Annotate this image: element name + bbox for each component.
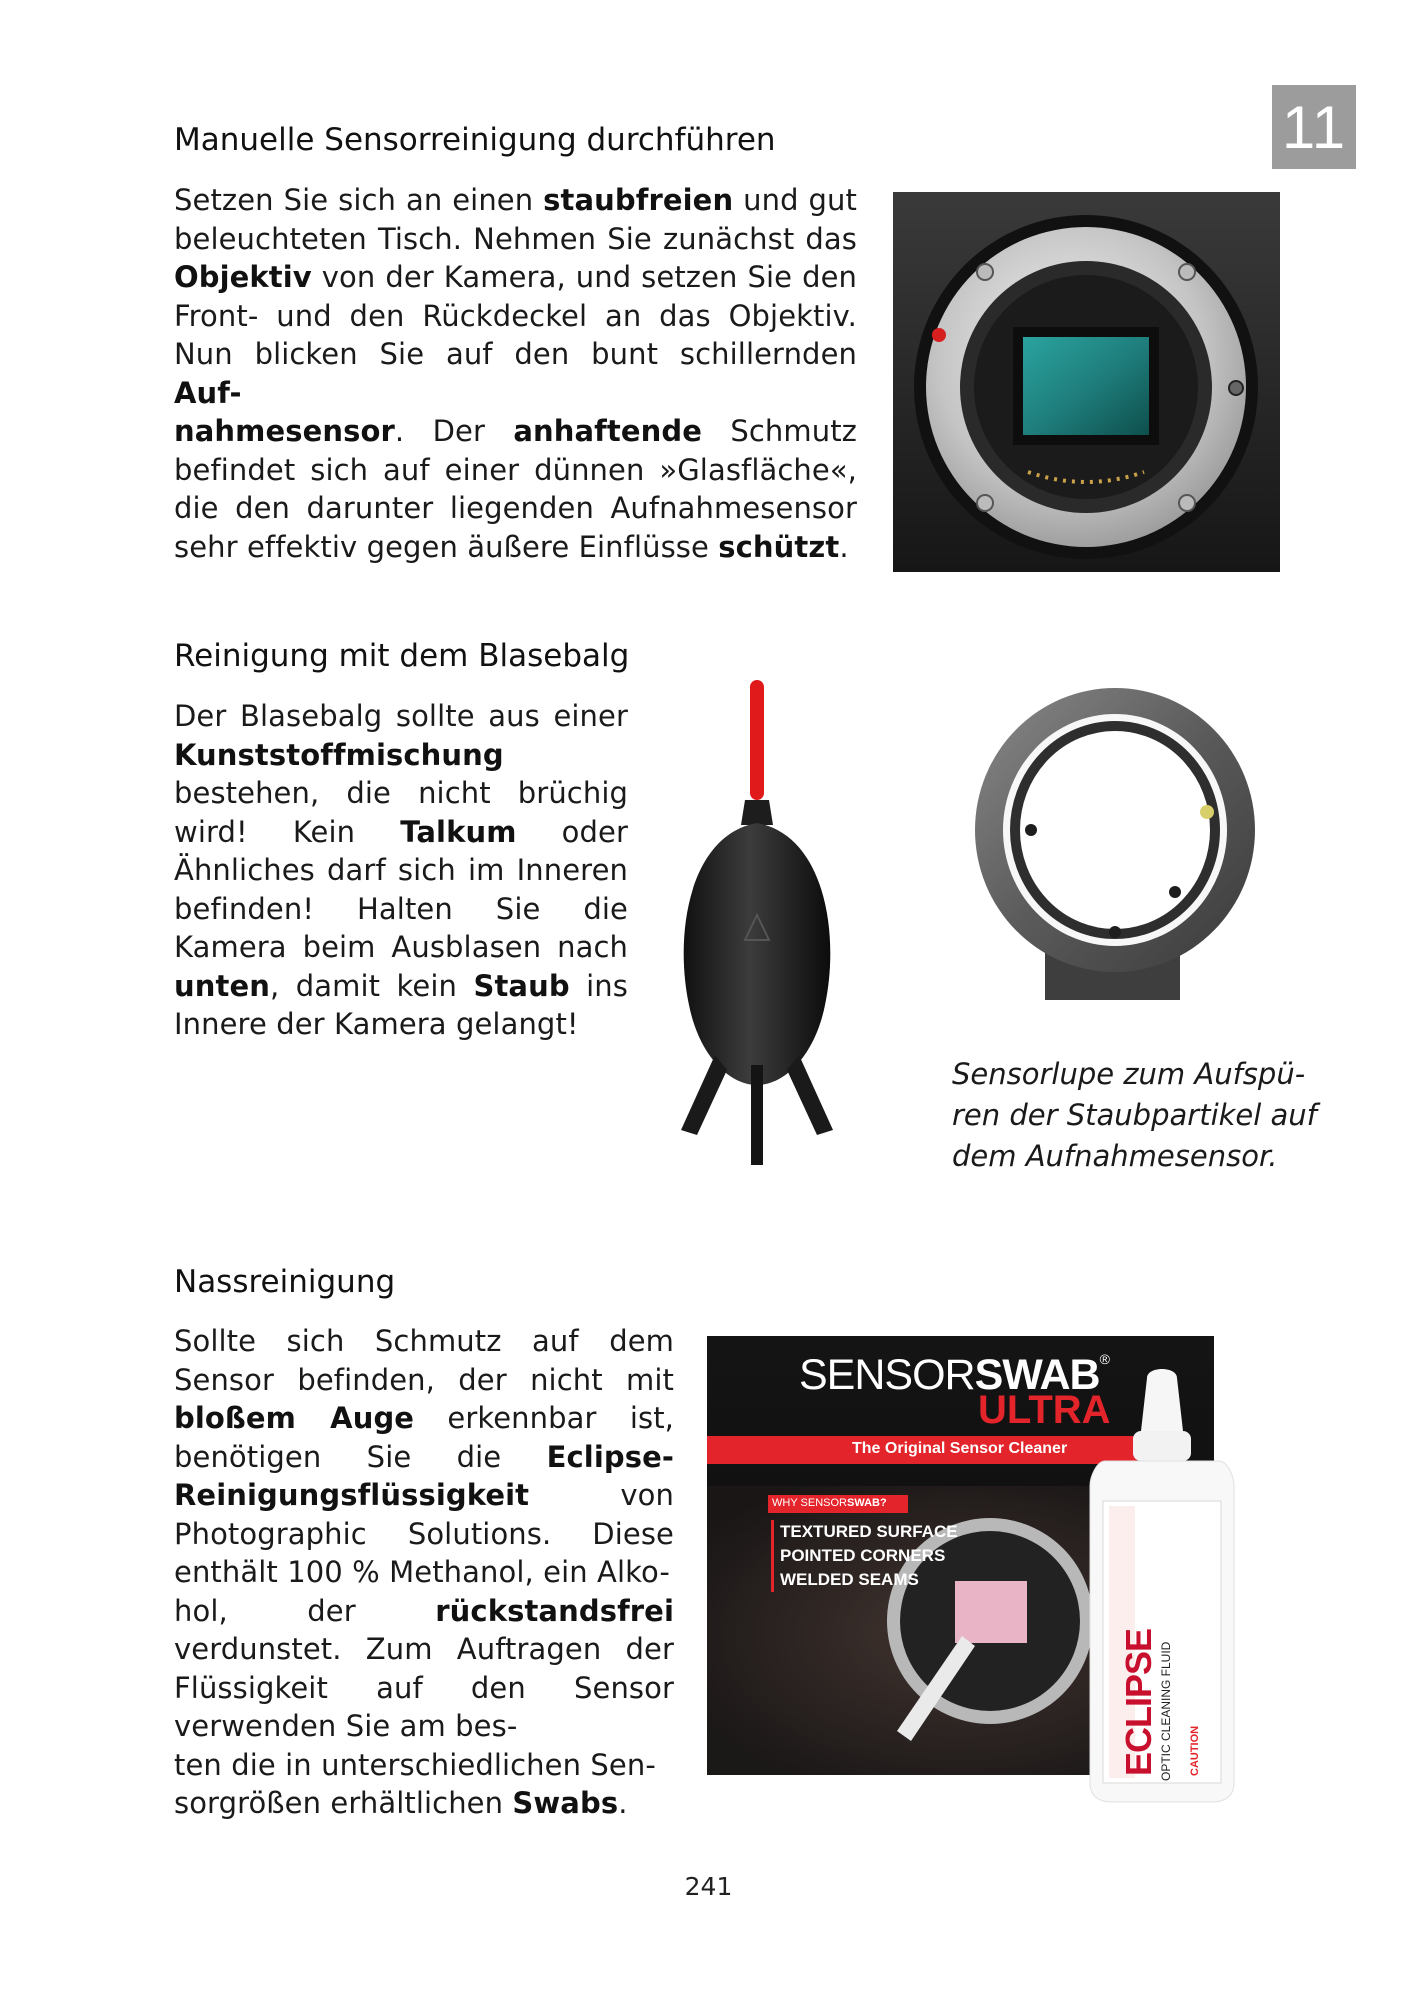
text-run: Sollte sich Schmutz auf dem Sensor befinden, der nicht mit xyxy=(174,1324,674,1397)
emphasized-text: Auf- xyxy=(174,375,242,410)
feature-item: WELDED SEAMS xyxy=(780,1570,919,1589)
sensorswab-eclipse-product-photo xyxy=(707,1336,1257,1806)
section-heading-manual-cleaning: Manuelle Sensorreinigung durchführen xyxy=(174,122,776,158)
text-run: bestehen, die nicht brüchig wird! Kein xyxy=(174,776,628,849)
text-run: Schmutz befindet sich auf einer dünnen »Glasfläche«, die den darunter liegenden Aufnahmesensor sehr effektiv gegen äußere Einflüsse xyxy=(174,414,857,564)
emphasized-text: Talkum xyxy=(400,814,517,849)
air-blower-photo xyxy=(675,675,845,1175)
emphasized-text: Kunststoffmischung xyxy=(174,737,504,772)
camera-sensor-photo xyxy=(893,192,1280,572)
why-text: WHY SENSOR xyxy=(772,1497,847,1509)
text-run: . xyxy=(839,529,849,564)
tagline: The Original Sensor Cleaner xyxy=(852,1440,1068,1457)
sensor-loupe-photo xyxy=(965,680,1260,1015)
text-run: und gut beleuchteten Tisch. Nehmen Sie zunächst das xyxy=(174,183,857,256)
ultra-label: ULTRA xyxy=(978,1388,1111,1432)
emphasized-text: Swabs xyxy=(512,1786,619,1820)
eclipse-bottle-label xyxy=(1118,1626,1158,1776)
text-run: . Der xyxy=(394,414,514,448)
feature-item: TEXTURED SURFACE xyxy=(780,1522,958,1541)
emphasized-text: nahmesensor xyxy=(174,414,395,448)
text-run: hol, der xyxy=(174,1593,436,1628)
text-run: , damit kein xyxy=(269,968,474,1003)
text-run: verdunstet. Zum Auftragen der Flüssigkeit auf den Sensor verwenden Sie am bes- xyxy=(174,1632,674,1743)
emphasized-text: Objektiv xyxy=(174,260,312,294)
caption-line: ren der Staubpartikel auf xyxy=(952,1098,1317,1132)
page-number: 241 xyxy=(684,1872,733,1901)
emphasized-text: schützt xyxy=(718,529,840,564)
chapter-number-tab: 11 xyxy=(1272,85,1356,169)
sensor-loupe-caption xyxy=(952,1054,1317,1177)
feature-item: POINTED CORNERS xyxy=(780,1546,946,1565)
text-run: erkennbar ist, benötigen Sie die xyxy=(174,1401,674,1474)
emphasized-text: Staub xyxy=(473,968,570,1003)
feature-list xyxy=(771,1520,958,1592)
why-sensorswab-badge xyxy=(772,1497,887,1509)
text-run: oder Ähnliches darf sich im Inneren befinden! Halten Sie die Kamera beim Ausblasen nach xyxy=(174,814,628,964)
emphasized-text: unten xyxy=(174,968,270,1003)
text-run: von der Kamera, und setzen Sie den Front- und den Rückdeckel an das Objektiv. Nun blicken Sie auf den bunt schillernden xyxy=(174,260,857,371)
text-run: . xyxy=(618,1786,628,1820)
sensorswab-logo-part: SENSOR xyxy=(799,1351,975,1399)
why-text-bold: SWAB? xyxy=(846,1497,887,1509)
registered-mark: ® xyxy=(1099,1351,1109,1367)
emphasized-text: Eclipse-Reinigungsflüssigkeit xyxy=(174,1439,674,1512)
eclipse-brand: ECLIPSE xyxy=(1118,1628,1159,1776)
text-run: ten die in unterschiedlichen Sen- xyxy=(174,1747,656,1782)
caption-line: dem Aufnahmesensor. xyxy=(952,1139,1278,1173)
emphasized-text: rückstandsfrei xyxy=(435,1593,674,1628)
emphasized-text: staubfreien xyxy=(543,183,734,217)
emphasized-text: bloßem Auge xyxy=(174,1401,415,1435)
text-run: Setzen Sie sich an einen xyxy=(174,183,544,217)
eclipse-caution: CAUTION xyxy=(1189,1725,1201,1776)
section-paragraph-manual-cleaning xyxy=(174,181,857,566)
sensorswab-logo-part-bold: SWAB xyxy=(974,1351,1100,1399)
section-heading-blower: Reinigung mit dem Blasebalg xyxy=(174,638,630,674)
caption-line: Sensorlupe zum Aufspü- xyxy=(952,1057,1306,1091)
text-run: ins Innere der Kamera gelangt! xyxy=(174,968,628,1041)
text-run: von Photographic Solutions. Diese enthält 100 % Methanol, ein Alko- xyxy=(174,1478,674,1589)
section-heading-wet-cleaning: Nassreinigung xyxy=(174,1264,396,1300)
text-run: sorgrößen erhältlichen xyxy=(174,1786,513,1820)
eclipse-subtitle: OPTIC CLEANING FLUID xyxy=(1159,1641,1173,1781)
section-paragraph-wet-cleaning xyxy=(174,1322,674,1823)
section-paragraph-blower xyxy=(174,697,628,1044)
emphasized-text: anhaftende xyxy=(513,414,702,448)
text-run: Der Blasebalg sollte aus einer xyxy=(174,699,628,733)
